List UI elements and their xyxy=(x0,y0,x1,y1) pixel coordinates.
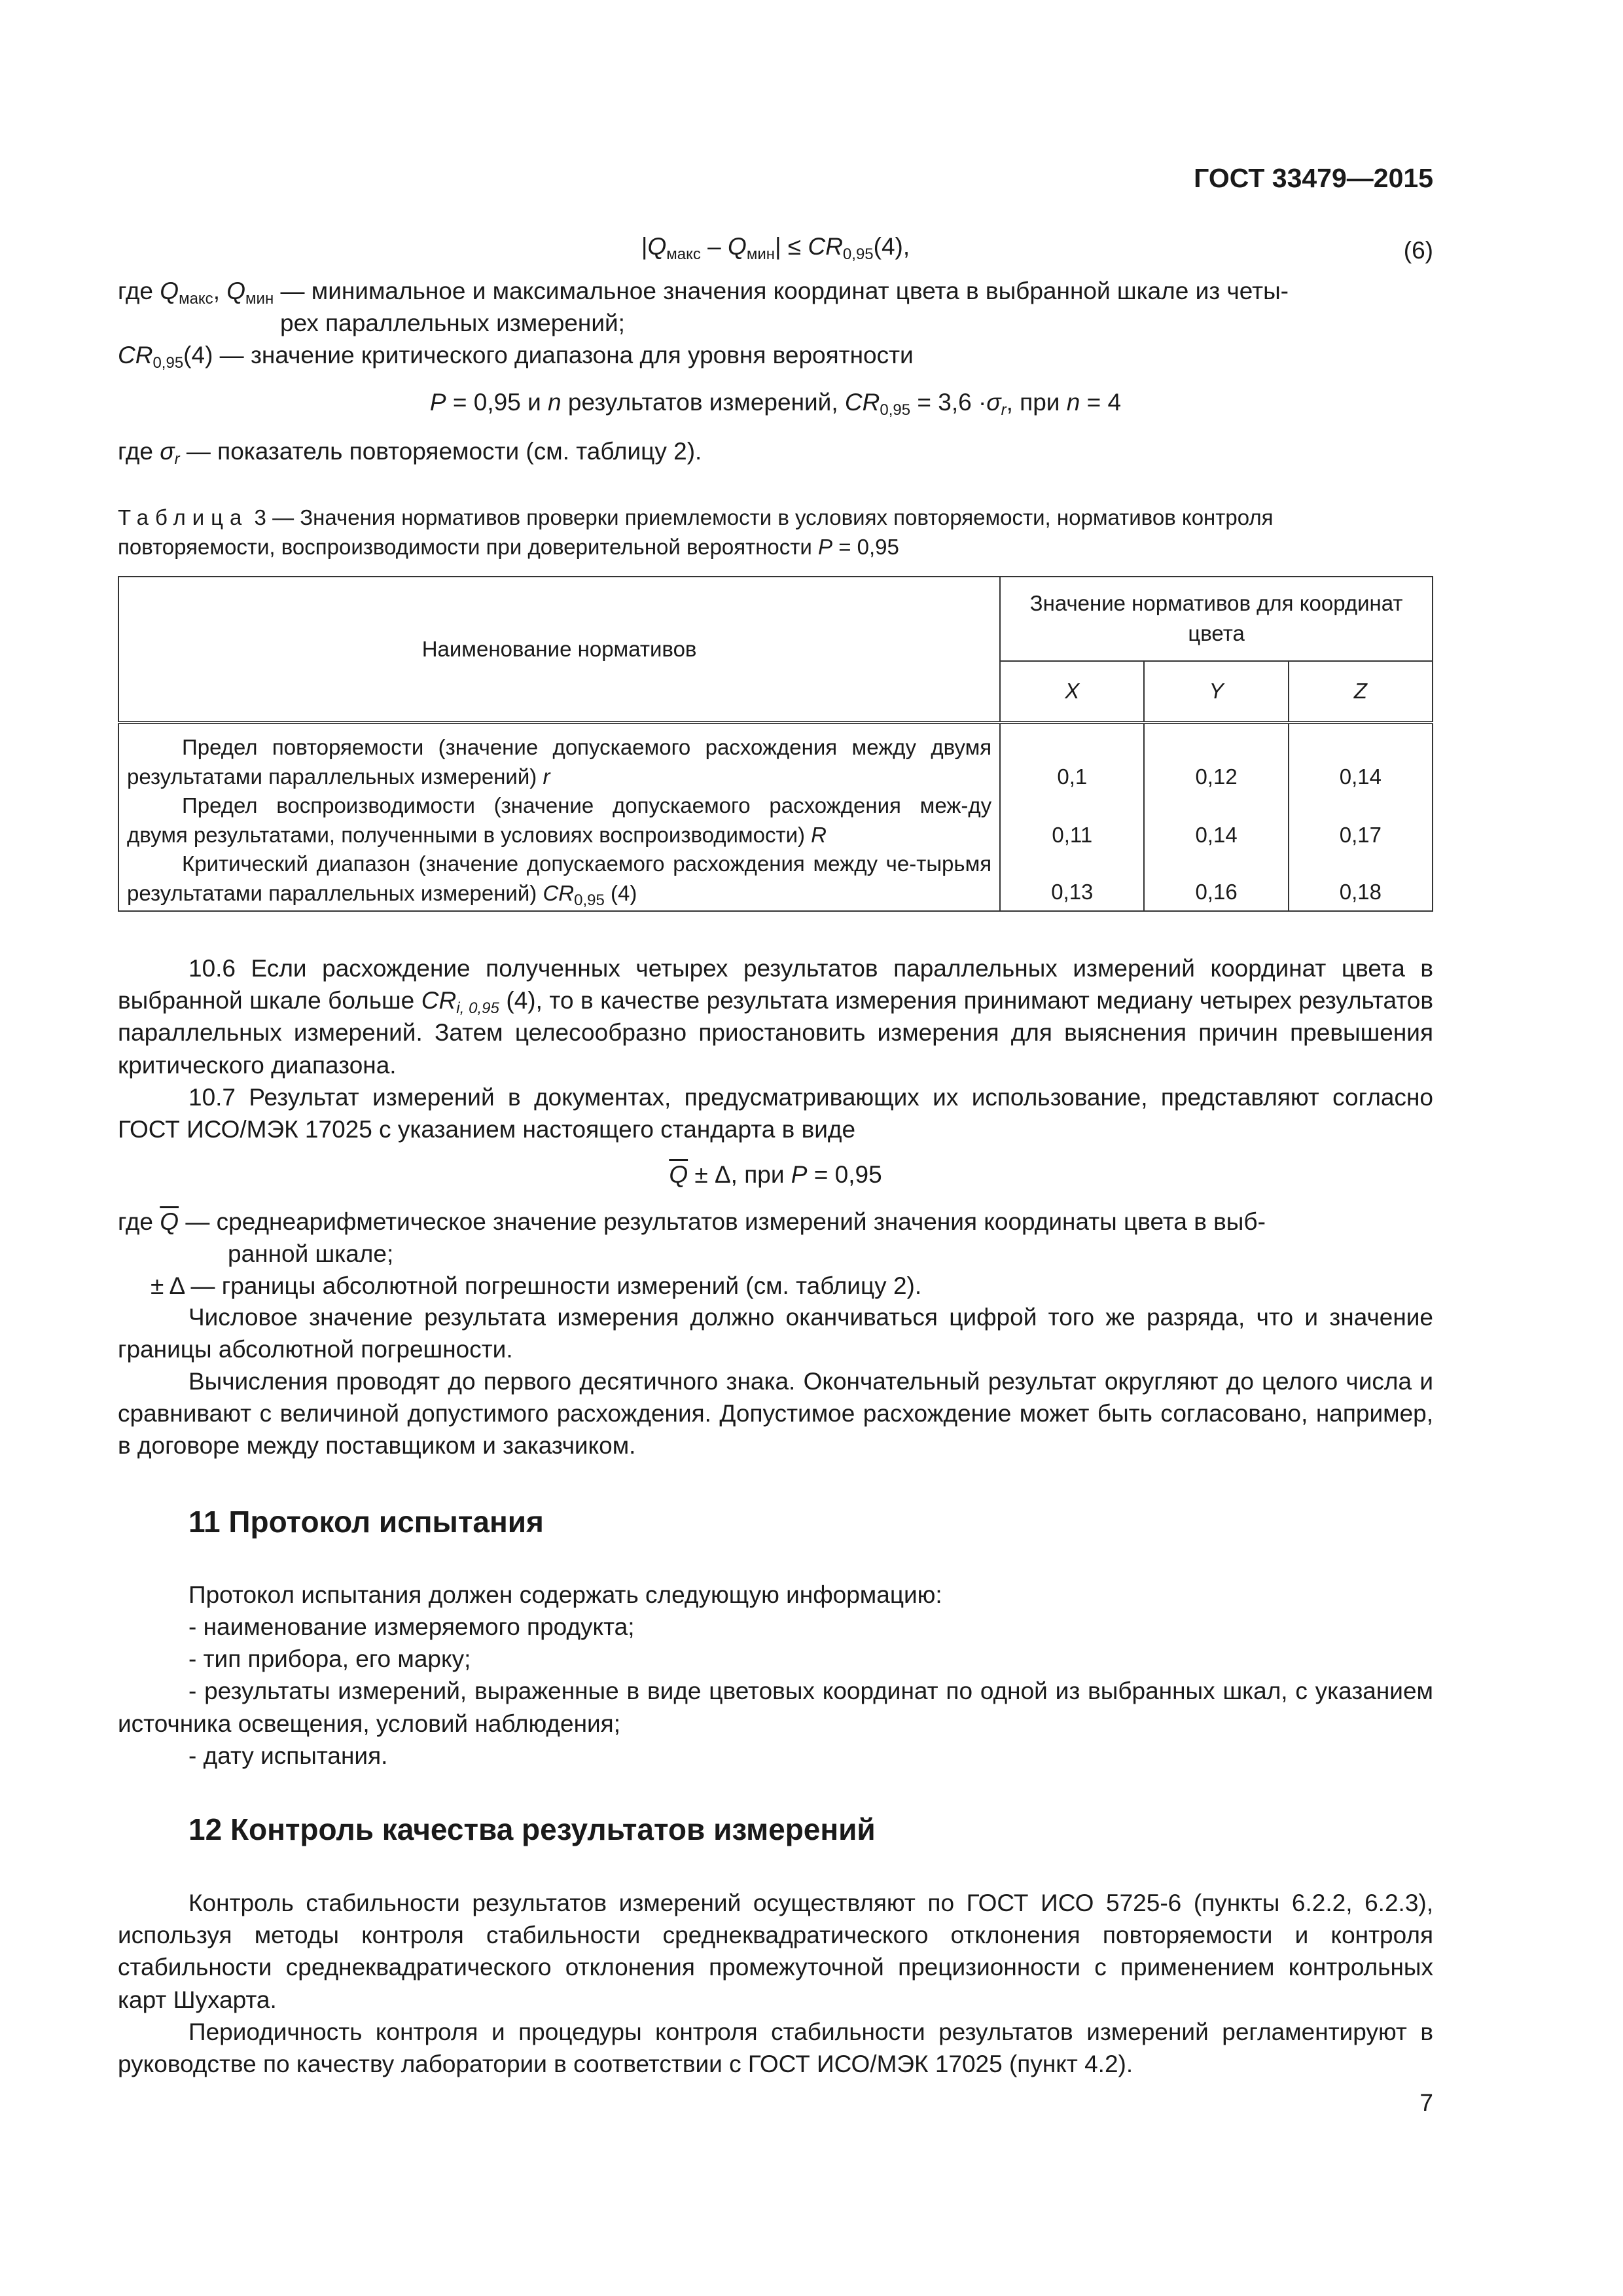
list-item: - дату испытания. xyxy=(188,1742,388,1769)
row-label: Критический диапазон (значение допускаемого расхождения между че-тырьмя результатами параллельных измерений) $CR_{0,95}$ (4) xyxy=(118,850,1000,911)
paragraph-numeric-value: Числовое значение результата измерения должно оканчиваться цифрой того же разряда, что и значение границы абсолютной погрешности. xyxy=(118,1304,1433,1363)
definition-q-max-min: где $Q_{макс}$, $Q_{мин}$ — минимальное и максимальное значения координат цвета в выбранной шкале из четы- рех параллельных измерений; $CR_{0,95}(4)$ — значение критического диапазона для уровня вероятности xyxy=(118,278,1289,372)
column-header-x: X xyxy=(1000,661,1144,723)
table-row xyxy=(118,791,1433,850)
row-label: Предел повторяемости (значение допускаемого расхождения между двумя результатами параллельных измерений) r xyxy=(118,723,1000,791)
document-code: ГОСТ 33479—2015 xyxy=(1194,163,1433,193)
formula-6: $|Q_{макс} - Q_{мин}| \le CR_{0,95}(4)$, xyxy=(641,233,910,263)
table-row xyxy=(118,850,1433,911)
list-item: - наименование измеряемого продукта; xyxy=(188,1613,635,1640)
row-label: Предел воспроизводимости (значение допускаемого расхождения меж-ду двумя результатами, полученными в условиях воспроизводимости) R xyxy=(118,791,1000,850)
section-12-paragraph-2: Периодичность контроля и процедуры контроля стабильности результатов измерений регламентируют в руководстве по качеству лаборатории в соответствии с ГОСТ ИСО/МЭК 17025 (пункт 4.2). xyxy=(118,2018,1433,2078)
equation-number: (6) xyxy=(1403,237,1433,264)
paragraph-10-6: 10.6 Если расхождение полученных четырех результатов параллельных измерений координат цвета в выбранной шкале больше $CR_{i, 0,95}$ (4), то в качестве результата измерения принимают медиану четырех результатов параллельных измерений. Затем целесообразно приостановить измерения для выяснения причин превышения критического диапазона. xyxy=(118,955,1434,1079)
cell-x: 0,1 xyxy=(1000,723,1144,791)
section-12-paragraph-1: Контроль стабильности результатов измерений осуществляют по ГОСТ ИСО 5725-6 (пункты 6.2.2, 6.2.3), используя методы контроля стабильности среднеквадратического отклонения повторяемости и контроля стабильности среднеквадратического отклонения промежуточной прецизионности с применением контрольных карт Шухарта. xyxy=(118,1890,1433,2013)
cell-y: 0,14 xyxy=(1144,791,1288,850)
formula-result: $\overline{Q} \pm \Delta$, при P = 0,95 xyxy=(669,1161,882,1188)
cell-x: 0,11 xyxy=(1000,791,1144,850)
cell-x: 0,13 xyxy=(1000,850,1144,911)
definition-q-mean: где $\overline{Q}$ — среднеарифметическое значение результатов измерений значения координаты цвета в выб- ранной шкале; ± Δ — границы абсолютной погрешности измерений (см. таблицу 2). xyxy=(118,1208,1266,1300)
list-item: - результаты измерений, выраженные в виде цветовых координат по одной из выбранных шкал, с указанием источника освещения, условий наблюдения; xyxy=(118,1677,1433,1737)
list-item: - тип прибора, его марку; xyxy=(188,1645,471,1673)
section-11-intro: Протокол испытания должен содержать следующую информацию: xyxy=(188,1581,942,1608)
cell-z: 0,18 xyxy=(1289,850,1433,911)
protocol-list xyxy=(118,1611,1433,1772)
table-3-caption: Таблица 3 — Значения нормативов проверки приемлемости в условиях повторяемости, нормативов контроля повторяемости, воспроизводимости при доверительной вероятности P = 0,95 xyxy=(118,505,1274,560)
section-12-title: 12 Контроль качества результатов измерений xyxy=(188,1812,876,1846)
section-11-title: 11 Протокол испытания xyxy=(188,1505,544,1539)
table-row xyxy=(118,723,1433,791)
column-header-group: Значение нормативов для координат цвета xyxy=(1000,577,1433,661)
column-header-y: Y xyxy=(1144,661,1288,723)
column-header-z: Z xyxy=(1289,661,1433,723)
column-header-name: Наименование нормативов xyxy=(118,577,1000,723)
norms-table xyxy=(118,576,1433,912)
cell-z: 0,14 xyxy=(1289,723,1433,791)
page-number: 7 xyxy=(1419,2089,1433,2116)
cell-y: 0,12 xyxy=(1144,723,1288,791)
cell-y: 0,16 xyxy=(1144,850,1288,911)
paragraph-10-7: 10.7 Результат измерений в документах, предусматривающих их использование, представляют согласно ГОСТ ИСО/МЭК 17025 с указанием настоящего стандарта в виде xyxy=(118,1084,1433,1143)
formula-confidence: P = 0,95 и n результатов измерений, $CR_{0,95} = 3,6 \cdot\sigma_r$, при n = 4 xyxy=(429,389,1122,419)
definition-sigma: где $\sigma_r$ — показатель повторяемости (см. таблицу 2). xyxy=(118,438,702,468)
paragraph-calculations: Вычисления проводят до первого десятичного знака. Окончательный результат округляют до целого числа и сравнивают с величиной допустимого расхождения. Допустимое расхождение может быть согласовано, например, в договоре между поставщиком и заказчиком. xyxy=(118,1368,1433,1460)
cell-z: 0,17 xyxy=(1289,791,1433,850)
